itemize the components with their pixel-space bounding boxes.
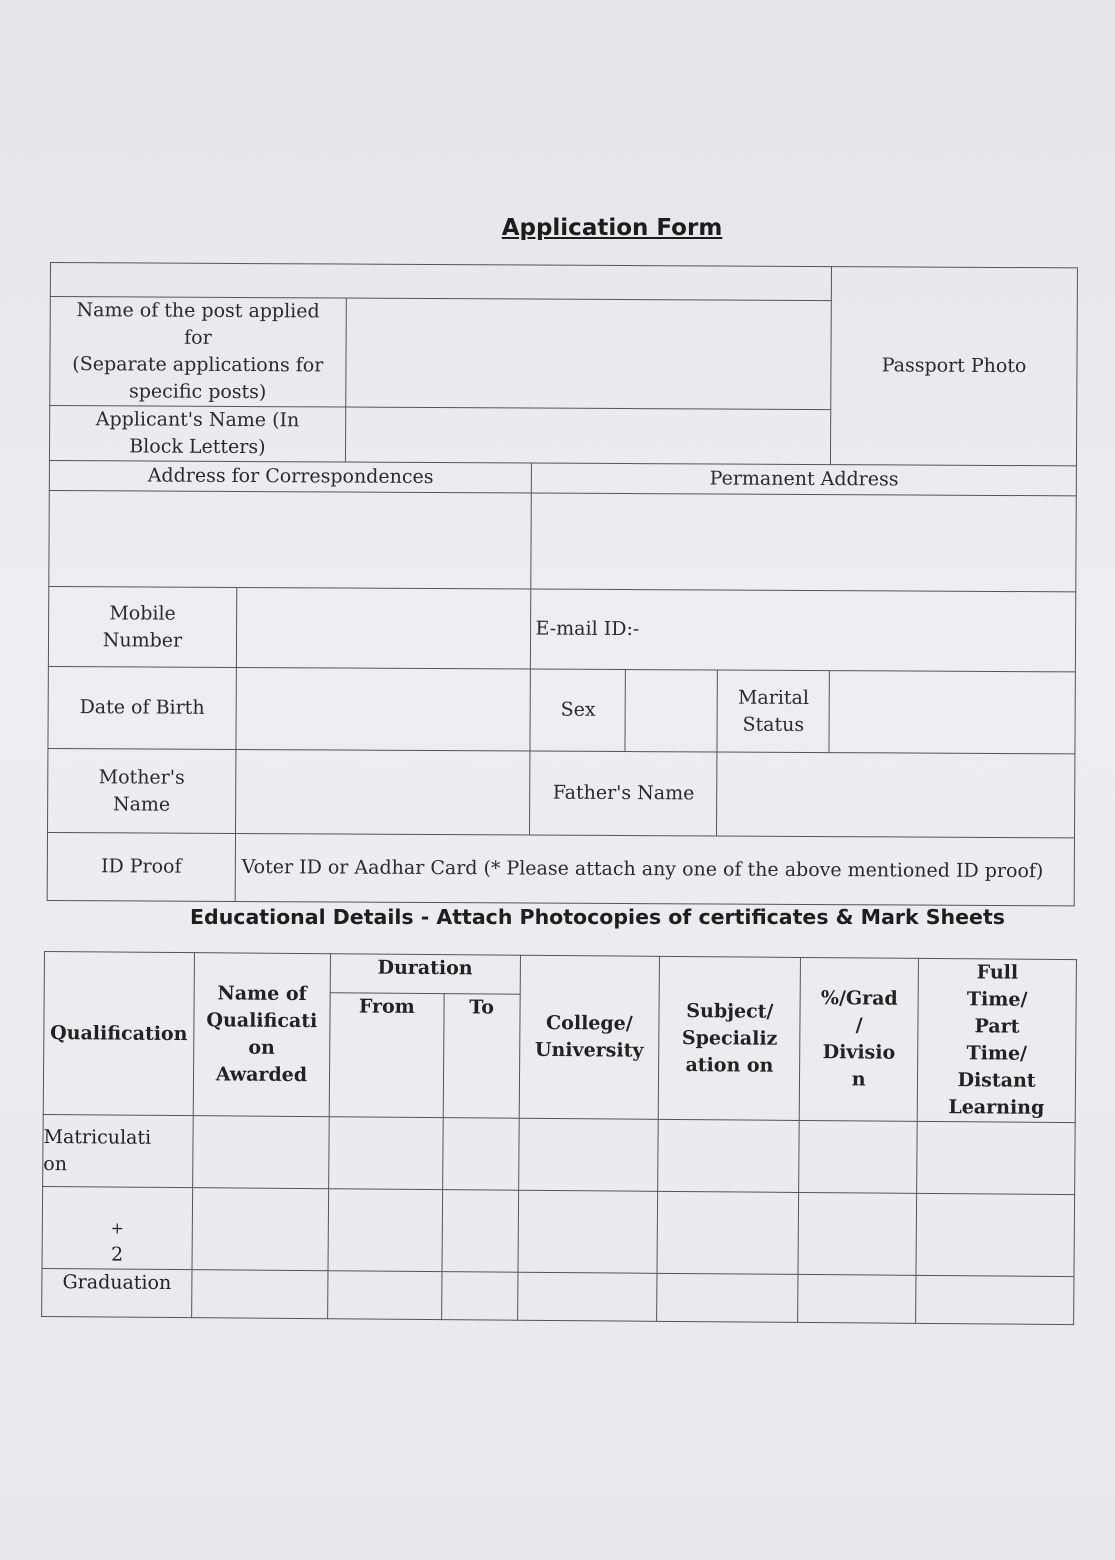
marital-label-line: Status bbox=[742, 713, 805, 736]
to-header: To bbox=[443, 993, 520, 1118]
table-cell[interactable] bbox=[442, 1118, 518, 1191]
passport-photo-label: Passport Photo bbox=[881, 354, 1027, 378]
table-cell[interactable] bbox=[328, 1189, 442, 1272]
personal-details-table bbox=[47, 262, 1078, 906]
post-applied-line: for bbox=[184, 326, 212, 349]
header-line: Time/ bbox=[966, 988, 1028, 1011]
header-line: %/Grad bbox=[820, 987, 898, 1010]
education-heading: Educational Details - Attach Photocopies of certificates & Mark Sheets bbox=[190, 905, 1005, 929]
father-name-label: Father's Name bbox=[530, 751, 717, 836]
table-cell[interactable] bbox=[327, 1271, 441, 1320]
marital-status-field[interactable] bbox=[829, 671, 1075, 754]
header-line: / bbox=[855, 1014, 863, 1037]
header-line: Subject/ bbox=[686, 999, 774, 1023]
father-name-field[interactable] bbox=[717, 752, 1075, 838]
matriculation-label bbox=[43, 1114, 194, 1187]
correspondence-address-field[interactable] bbox=[49, 490, 532, 589]
from-header: From bbox=[329, 992, 444, 1117]
mother-name-label bbox=[48, 748, 236, 833]
row-label-line: Matriculati bbox=[43, 1125, 152, 1149]
sex-label: Sex bbox=[530, 669, 625, 751]
header-line: Specializ bbox=[681, 1026, 778, 1050]
table-cell[interactable] bbox=[518, 1118, 658, 1191]
table-cell[interactable] bbox=[799, 1120, 917, 1193]
mother-label-line: Mother's bbox=[98, 765, 185, 789]
plus-two-label bbox=[42, 1186, 193, 1269]
table-cell[interactable] bbox=[441, 1272, 517, 1321]
college-header bbox=[519, 955, 660, 1119]
dob-field[interactable] bbox=[236, 667, 531, 751]
post-applied-label bbox=[50, 297, 346, 408]
header-line: College/ bbox=[546, 1011, 633, 1035]
table-cell[interactable] bbox=[657, 1191, 798, 1274]
row-label-line: on bbox=[43, 1152, 68, 1175]
table-cell[interactable] bbox=[192, 1188, 329, 1271]
id-proof-label: ID Proof bbox=[47, 832, 235, 901]
mobile-field[interactable] bbox=[236, 587, 531, 669]
header-line: Qualificati bbox=[206, 1009, 318, 1033]
email-field[interactable] bbox=[531, 589, 1076, 672]
header-line: n bbox=[851, 1068, 866, 1091]
mobile-label-line: Number bbox=[102, 628, 183, 652]
header-line: Full bbox=[976, 961, 1019, 984]
header-line: Awarded bbox=[215, 1063, 308, 1087]
table-cell[interactable] bbox=[916, 1275, 1074, 1324]
table-cell[interactable] bbox=[657, 1273, 798, 1322]
table-cell[interactable] bbox=[658, 1119, 799, 1192]
table-cell[interactable] bbox=[192, 1270, 328, 1319]
mother-label-line: Name bbox=[112, 792, 171, 816]
dob-label: Date of Birth bbox=[48, 666, 236, 749]
sex-field[interactable] bbox=[625, 670, 717, 752]
row-label-line: 2 bbox=[110, 1243, 124, 1266]
post-applied-line: Name of the post applied bbox=[76, 299, 320, 323]
correspondence-address-label: Address for Correspondences bbox=[49, 460, 532, 493]
applicant-name-line: Applicant's Name (In bbox=[95, 408, 300, 432]
marital-label-line: Marital bbox=[737, 686, 810, 709]
passport-photo-box[interactable] bbox=[831, 267, 1078, 466]
post-applied-field[interactable] bbox=[345, 298, 831, 410]
table-cell[interactable] bbox=[518, 1190, 659, 1273]
table-cell[interactable] bbox=[798, 1274, 916, 1323]
header-line: Distant bbox=[957, 1069, 1036, 1092]
qualification-name-header bbox=[193, 953, 330, 1117]
table-cell[interactable] bbox=[798, 1192, 916, 1275]
table-row bbox=[42, 1186, 1075, 1276]
header-line: Learning bbox=[948, 1096, 1045, 1119]
header-line: University bbox=[534, 1038, 644, 1062]
mobile-label bbox=[48, 586, 236, 667]
education-table bbox=[41, 951, 1077, 1325]
table-row bbox=[43, 1114, 1076, 1194]
table-row bbox=[42, 1268, 1074, 1324]
header-line: ation on bbox=[685, 1053, 774, 1077]
qualification-header: Qualification bbox=[43, 952, 194, 1116]
study-mode-header bbox=[917, 958, 1076, 1122]
table-cell[interactable] bbox=[329, 1117, 443, 1190]
id-proof-note: Voter ID or Aadhar Card (* Please attach any one of the above mentioned ID proof) bbox=[235, 833, 1074, 905]
applicant-name-line: Block Letters) bbox=[129, 435, 266, 459]
header-line: on bbox=[248, 1036, 275, 1059]
table-cell[interactable] bbox=[917, 1121, 1075, 1194]
email-label: E-mail ID:- bbox=[535, 617, 640, 641]
marital-status-label bbox=[717, 670, 829, 753]
header-line: Part bbox=[974, 1015, 1020, 1038]
table-cell[interactable] bbox=[442, 1190, 518, 1273]
subject-header bbox=[659, 956, 801, 1120]
header-line: Name of bbox=[217, 982, 307, 1006]
page-title: Application Form bbox=[501, 215, 723, 241]
mother-name-field[interactable] bbox=[235, 749, 530, 835]
permanent-address-label: Permanent Address bbox=[532, 463, 1077, 496]
mobile-label-line: Mobile bbox=[109, 601, 176, 625]
row-label-line: + bbox=[110, 1218, 125, 1238]
duration-header: Duration bbox=[330, 954, 520, 994]
table-cell[interactable] bbox=[916, 1193, 1075, 1276]
permanent-address-field[interactable] bbox=[531, 493, 1076, 592]
header-line: Time/ bbox=[966, 1042, 1028, 1065]
applicant-name-label bbox=[49, 406, 345, 463]
post-applied-line: (Separate applications for bbox=[72, 353, 324, 377]
graduation-label: Graduation bbox=[42, 1268, 192, 1317]
grade-header bbox=[799, 957, 918, 1121]
header-line: Divisio bbox=[822, 1041, 896, 1064]
table-cell[interactable] bbox=[193, 1116, 329, 1189]
blank-header-cell bbox=[50, 263, 831, 301]
table-cell[interactable] bbox=[517, 1272, 657, 1321]
applicant-name-field[interactable] bbox=[345, 407, 831, 465]
post-applied-line: specific posts) bbox=[128, 380, 267, 404]
